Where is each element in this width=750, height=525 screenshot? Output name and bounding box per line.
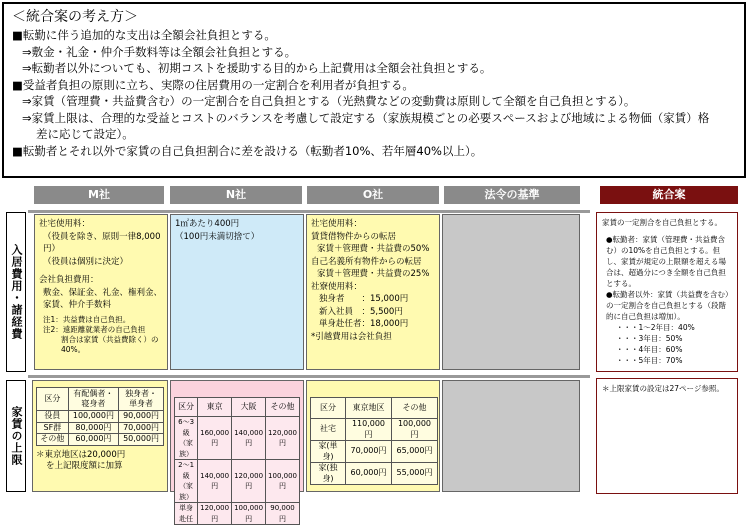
n-cap-value: 160,000 円 xyxy=(198,417,232,460)
row-band xyxy=(28,375,590,378)
policy-title: ＜統合案の考え方＞ xyxy=(12,9,138,25)
n-cap-header: その他 xyxy=(266,398,300,417)
o-initial-line: 家賃＋管理費・共益費の50% xyxy=(317,244,430,254)
m-cap-value: 90,000円 xyxy=(119,411,164,423)
n-cap-value: 100,000 円 xyxy=(266,460,300,503)
o-initial-line: *引越費用は会社負担 xyxy=(311,331,392,342)
m-initial-line: （役員は個別に決定） xyxy=(43,256,129,267)
row-label-cap: 家賃の上限 xyxy=(6,380,26,492)
plan-initial-lead: 家賃の一定割合を自己負担とする。 xyxy=(602,218,722,227)
m-initial-note: 40%。 xyxy=(61,344,86,354)
n-initial-line: （100円未満切捨て） xyxy=(175,231,260,242)
n-cap-value: 140,000 円 xyxy=(198,460,232,503)
n-initial-line: 1㎡あたり400円 xyxy=(175,219,240,229)
m-cap-cell-label: SF群 xyxy=(37,422,69,434)
m-cap-value: 80,000円 xyxy=(68,422,118,434)
m-cap-value: 50,000円 xyxy=(119,434,164,446)
o-cap-header: その他 xyxy=(391,398,437,419)
o-cap-value: 65,000円 xyxy=(391,441,437,463)
policy-line: ⇒転勤者以外についても、初期コストを援助する目的から上記費用は全額会社負担とする。 xyxy=(22,61,492,75)
m-initial-line: 敷金、保証金、礼金、権利金、 xyxy=(43,287,163,298)
plan-initial-step: ・・・4年目：60% xyxy=(616,345,683,354)
header-plan: 統合案 xyxy=(600,186,738,204)
o-cap-table xyxy=(310,397,438,485)
law-initial-cell xyxy=(442,214,580,370)
n-cap-table xyxy=(174,397,300,525)
m-initial-cell xyxy=(34,214,168,370)
m-cap-cell-label: その他 xyxy=(37,434,69,446)
n-cap-header: 大阪 xyxy=(232,398,266,417)
plan-initial-step: ・・・5年目：70% xyxy=(616,356,683,365)
policy-line: ⇒家賃上限は、合理的な受益とコストのバランスを考慮して設定する（家族規模ごとの必要スペースおよび地域による物価（家賃）格 xyxy=(22,110,710,125)
m-cap-header: 独身者・ 単身者 xyxy=(119,388,164,411)
n-cap-value: 120,000 円 xyxy=(232,460,266,503)
n-cap-value: 120,000 円 xyxy=(266,417,300,460)
plan-cap-cell xyxy=(596,378,738,494)
o-initial-line: 社寮使用料： xyxy=(311,281,363,292)
o-initial-line: 賃貸借物件からの転居 xyxy=(311,231,397,242)
n-initial-cell xyxy=(170,214,304,370)
o-initial-cell xyxy=(306,214,440,370)
m-initial-line: 社宅使用料： xyxy=(39,219,91,229)
header-n: N社 xyxy=(170,186,302,204)
row-label-initial: 入居費用・諸経費 xyxy=(6,212,26,372)
n-cap-header: 東京 xyxy=(198,398,232,417)
plan-initial-bullet: ●転勤者以外：家賃（共益費を含む）の一定割合を自己負担とする（段階的に自己負担は増加）。 xyxy=(606,290,729,321)
n-cap-value: 100,000 円 xyxy=(232,503,266,525)
m-cap-note: を上記限度額に加算 xyxy=(46,460,123,471)
m-cap-cell xyxy=(32,380,168,492)
plan-initial-step: ・・・3年目：50% xyxy=(616,334,683,343)
policy-line: ■受益者負担の原則に立ち、実際の住居費用の一定割合を利用者が負担する。 xyxy=(12,77,414,92)
plan-initial-cell xyxy=(596,212,738,372)
o-cap-header: 東京地区 xyxy=(346,398,392,419)
o-initial-line: 新入社員 ：5,500円 xyxy=(319,306,403,317)
m-initial-line: （役員を除き、原則一律8,000円） xyxy=(43,231,161,254)
o-cap-value: 100,000円 xyxy=(391,419,437,441)
policy-line: ■転勤者とそれ以外で家賃の自己負担割合に差を設ける（転勤者10%、若年層40%以上）。 xyxy=(12,143,483,158)
o-initial-line: 社宅使用料： xyxy=(311,219,363,229)
m-cap-table xyxy=(36,387,164,446)
n-cap-header: 区分 xyxy=(175,398,198,417)
n-cap-row-label: 2～1級 （家族） xyxy=(175,460,198,503)
plan-cap-note: ＊上限家賃の設定は27ページ参照。 xyxy=(602,384,724,393)
policy-line: ■転勤に伴う追加的な支出は全額会社負担とする。 xyxy=(12,28,276,42)
plan-initial-bullet: ●転勤者：家賃（管理費・共益費含む）の10%を自己負担とする。但し、家賃が規定の上限額を超える場合は、超過分につき全額を自己負担とする。 xyxy=(606,235,726,288)
m-cap-header: 有配偶者・ 寝身者 xyxy=(68,388,118,411)
m-initial-note: 注1：共益費は自己負担。 xyxy=(43,314,131,324)
m-cap-cell-label: 役員 xyxy=(37,411,69,423)
o-cap-row-label: 家(独身) xyxy=(311,463,346,485)
m-initial-note: 割合は家賃（共益費除く）の xyxy=(61,334,159,344)
o-cap-value: 70,000円 xyxy=(346,441,392,463)
header-law: 法令の基準 xyxy=(444,186,580,204)
o-cap-cell xyxy=(306,380,440,492)
header-o: O社 xyxy=(307,186,439,204)
o-cap-value: 55,000円 xyxy=(391,463,437,485)
o-initial-line: 独身者 ：15,000円 xyxy=(319,294,409,304)
plan-initial-step: ・・・1～2年目：40% xyxy=(616,323,695,332)
o-initial-line: 家賃＋管理費・共益費の25% xyxy=(317,269,430,279)
m-initial-line: 家賃、仲介手数料 xyxy=(43,300,112,310)
header-m: M社 xyxy=(34,186,164,204)
policy-box xyxy=(2,2,746,178)
n-cap-row-label: 単身赴任 xyxy=(175,503,198,525)
o-cap-row-label: 社宅 xyxy=(311,419,346,441)
m-cap-value: 100,000円 xyxy=(68,411,118,423)
policy-line: ⇒敷金・礼金・仲介手数料等は全額会社負担とする。 xyxy=(22,44,297,59)
o-cap-value: 110,000円 xyxy=(346,419,392,441)
law-cap-cell xyxy=(442,380,580,492)
n-cap-cell xyxy=(170,380,304,523)
m-initial-note: 注2：遠距離就業者の自己負担 xyxy=(43,324,146,334)
o-cap-header: 区分 xyxy=(311,398,346,419)
n-cap-value: 120,000 円 xyxy=(198,503,232,525)
o-cap-value: 60,000円 xyxy=(346,463,392,485)
m-cap-note: ＊東京地区は20,000円 xyxy=(36,449,126,460)
policy-line: ⇒家賃（管理費・共益費含む）の一定割合を自己負担とする（光熱費などの変動費は原則して全額を自己負担とする）。 xyxy=(22,94,636,108)
o-cap-row-label: 家(単身) xyxy=(311,441,346,463)
n-cap-value: 90,000 円 xyxy=(266,503,300,525)
policy-line: 差に応じて設定）。 xyxy=(36,127,134,141)
n-cap-row-label: 6～3級 （家族） xyxy=(175,417,198,460)
row-band xyxy=(28,210,590,213)
m-cap-header: 区分 xyxy=(37,388,69,411)
m-cap-value: 60,000円 xyxy=(68,434,118,446)
m-cap-value: 70,000円 xyxy=(119,422,164,434)
m-initial-line: 会社負担費用： xyxy=(39,275,99,285)
o-initial-line: 単身赴任者：18,000円 xyxy=(319,319,409,329)
n-cap-value: 140,000 円 xyxy=(232,417,266,460)
o-initial-line: 自己名義所有物件からの転居 xyxy=(311,256,422,267)
